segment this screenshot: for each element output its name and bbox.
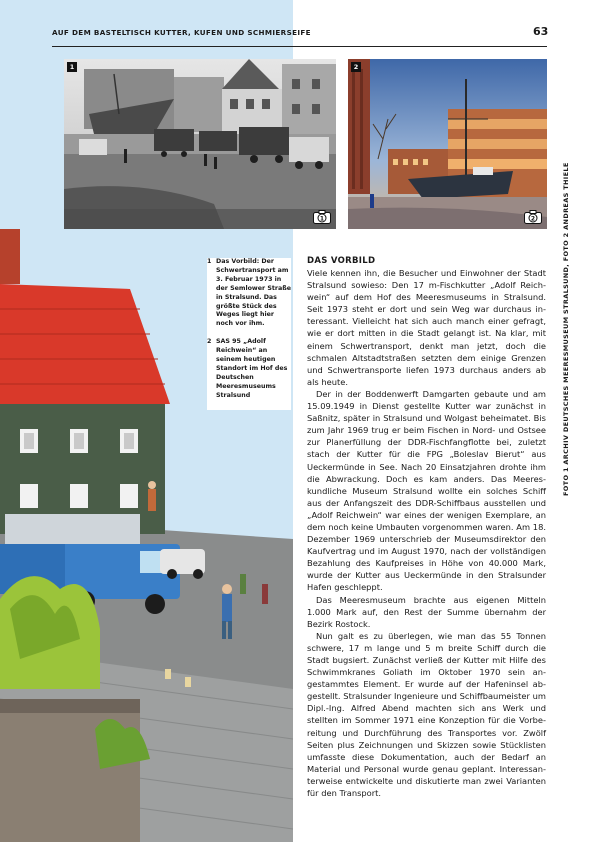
photo-1-historical-transport [64, 59, 336, 229]
caption-1-number: 1 [207, 258, 212, 265]
running-header: AUF DEM BASTELTISCH KUTTER, KUFEN UND SCHMIERSEIFE [52, 28, 311, 37]
camera-1-icon [313, 210, 331, 224]
article-body [307, 255, 546, 799]
photo-2-museum-courtyard [348, 59, 547, 229]
photo-2-number: 2 [351, 62, 361, 72]
photo-1-image [64, 59, 336, 229]
photo-1-number: 1 [67, 62, 77, 72]
article-paragraph-4: Nun galt es zu überlegen, wie man das 55 Tonnen schwere, 17 m lange und 5 m breite Schiff durch die Stadt bugsiert. Zunächst verließ der Kutter mit Hilfe des Schwimmkranes Goliath im Oktober 1970 sein angestammtes Element. Er wurde auf der Hafeninsel abgestellt. Stralsunder Ingenieure und Schiffbaumeister um Dipl.-Ing. Alfred Abend machten sich ans Werk und stellten im Sommer 1971 eine Konzeption für die Vorbereitung und Durchführung des Transportes vor. Zwölf Seiten plus Zeichnungen und Skizzen sowie Stücklisten umfasste diese Dokumentation, auch der Bedarf an Material und Personal wurde genau geplant. Interessanterweise entwickelte und diskutierte man zwei Varianten für den Transport. [307, 630, 546, 799]
photo-credit: FOTO 1 ARCHIV DEUTSCHES MEERESMUSEUM STRALSUND, FOTO 2 ANDREAS THIELE [562, 162, 570, 496]
page-number: 63 [533, 25, 549, 38]
article-paragraph-2: Der in der Boddenwerft Damgarten gebaute und am 15.09.1949 in Dienst gestellte Kutter war zunächst in Saßnitz, später in Stralsund und Wolgast beheimatet. Bis zum Jahr 1969 trug er beim Fischen in Nord- und Ostsee zur Planerfüllung der DDR-Fischfangflotte bei, zuletzt stach der Kutter für die FPG „Boleslav Bierut“ aus Ueckermünde in See. Nach 20 Einsatzjahren drohte ihm die Abwrackung. Doch es kam anders. Das Meereskundliche Museum Stralsund wollte ein solches Schiff aus der Anfangszeit des DDR-Schiffbaus ausstellen und „Adolf Reichwein“ war eines der wenigen Exemplare, an dem noch keine Umbauten vorgenommen waren. Am 18. Dezember 1969 unterschrieb der Museumsdirektor den Kaufvertrag und im August 1970, nach der vollständigen Bezahlung des Kaufpreises in Höhe von 40.000 Mark, wurde der Kutter aus Ueckermünde in den Stralsunder Hafen geschleppt. [307, 388, 546, 593]
header-divider [52, 46, 547, 47]
caption-2-text: SAS 95 „Adolf Reichwein“ an seinem heutigen Standort im Hof des Deutschen Meeresmuseums Stralsund [216, 338, 288, 399]
caption-2-number: 2 [207, 338, 212, 346]
photo-2-image [348, 59, 547, 229]
article-heading: DAS VORBILD [307, 256, 376, 266]
camera-1-label: 1 [319, 215, 325, 223]
article-paragraph-1: Viele kennen ihn, die Besucher und Einwohner der Stadt Stralsund sowieso: Den 17 m-Fischkutter „Adolf Reichwein“ auf dem Hof des Meeresmuseums in Stralsund. Seit 1973 steht er dort und sein Weg war durchaus interessant. Vielleicht hat sich auch manch einer gefragt, wie er dort mitten in die Stadt gelangt ist. Na klar, mit einem Schwertransport, denkt man jetzt, doch die schmalen Altstadtstraßen setzten dem einige Grenzen und Schwertransporte liefen 1973 durchaus anders ab als heute. [307, 268, 546, 387]
caption-2 [207, 338, 291, 400]
caption-1 [207, 258, 291, 329]
caption-1-text: Das Vorbild: Der Schwertransport am 3. Februar 1973 in der Semlower Straße in Stralsund. Das größte Stück des Weges liegt hier noch vor ihm. [216, 258, 292, 328]
article-paragraph-3: Das Meeresmuseum brachte aus eigenen Mitteln 1.000 Mark auf, den Rest der Summe übernahm der Bezirk Rostock. [307, 594, 546, 629]
camera-2-icon [524, 210, 542, 224]
photo-captions [207, 258, 291, 410]
camera-2-label: 2 [530, 215, 536, 223]
